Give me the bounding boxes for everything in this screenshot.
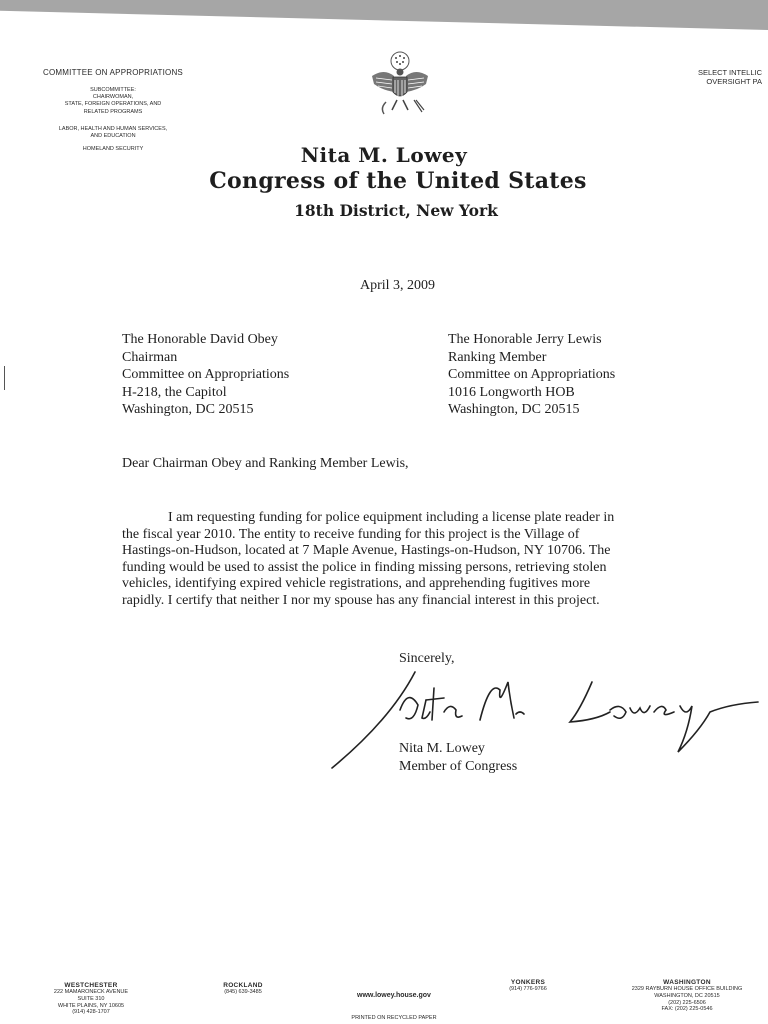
office-phone: (914) 428-1707	[72, 1009, 110, 1016]
office-phone: (845) 639-3485	[224, 989, 262, 995]
right-line-2: OVERSIGHT PA	[706, 77, 762, 86]
letterhead-name: Nita M. Lowey	[300, 143, 468, 167]
handwritten-signature	[330, 660, 760, 770]
subcommittee-1b: RELATED PROGRAMS	[83, 108, 143, 115]
recipient-obey	[122, 331, 289, 419]
letterhead-congress: Congress of the United States	[209, 168, 587, 194]
eagle-seal-icon	[364, 50, 436, 120]
recipient-committee: Committee on Appropriations	[122, 367, 290, 382]
office-name: WESTCHESTER	[64, 982, 118, 989]
subcommittee-3: HOMELAND SECURITY	[82, 146, 144, 153]
margin-mark	[4, 366, 5, 390]
recipient-room: H-218, the Capitol	[122, 384, 227, 400]
office-address-2: WASHINGTON, DC 20515	[654, 992, 720, 999]
subcommittee-2a: LABOR, HEALTH AND HUMAN SERVICES,	[58, 125, 168, 132]
office-address-1: 2329 RAYBURN HOUSE OFFICE BUILDING	[631, 986, 743, 992]
recipient-title: Chairman	[122, 349, 178, 365]
office-address-2: SUITE 310	[77, 995, 105, 1002]
scan-edge-shadow	[0, 0, 768, 30]
office-name: ROCKLAND	[223, 982, 263, 989]
office-address-1: 222 MAMARONECK AVENUE	[53, 989, 129, 995]
office-phone: (914) 776-9766	[509, 986, 547, 992]
recipient-lewis	[448, 331, 615, 419]
body-line: the fiscal year 2010. The entity to receive funding for this project is the Village of	[122, 526, 580, 542]
recipient-room: 1016 Longworth HOB	[448, 384, 575, 400]
office-fax: FAX: (202) 225-0546	[661, 1006, 713, 1013]
office-name: YONKERS	[510, 979, 546, 986]
footer-website[interactable]: www.lowey.house.gov	[357, 992, 431, 999]
chair-role: CHAIRWOMAN,	[92, 94, 134, 101]
committee-name: COMMITTEE ON APPROPRIATIONS	[43, 68, 183, 77]
office-phone: (202) 225-6506	[668, 999, 706, 1006]
subcommittee-2b: AND EDUCATION	[90, 133, 136, 140]
recipient-city: Washington, DC 20515	[122, 402, 254, 417]
letter-date: April 3, 2009	[360, 278, 436, 293]
signer-block	[399, 740, 517, 775]
signer-title: Member of Congress	[399, 758, 518, 774]
letterhead-right	[662, 68, 762, 86]
signer-name: Nita M. Lowey	[399, 741, 485, 756]
subcommittee-label: SUBCOMMITTEE:	[90, 87, 136, 93]
body-line: vehicles, identifying expired vehicle registrations, and apprehending fugitives more	[122, 576, 591, 592]
office-name: WASHINGTON	[663, 979, 711, 986]
footer-westchester	[36, 982, 146, 1016]
body-line: Hastings-on-Hudson, located at 7 Maple Avenue, Hastings-on-Hudson, NY 10706. The	[122, 543, 611, 559]
footer-yonkers	[488, 979, 568, 993]
recipient-name: The Honorable Jerry Lewis	[448, 332, 602, 347]
right-line-1: SELECT INTELLIC	[697, 68, 762, 77]
letterhead-committees	[22, 68, 204, 153]
recipient-committee: Committee on Appropriations	[448, 367, 616, 382]
office-address-3: WHITE PLAINS, NY 10605	[57, 1002, 125, 1009]
recipient-city: Washington, DC 20515	[448, 402, 580, 417]
body-line: funding would be used to assist the police in finding missing persons, retrieving stolen	[122, 559, 607, 575]
closing: Sincerely,	[399, 651, 455, 666]
body-line: rapidly. I certify that neither I nor my spouse has any financial interest in this project.	[122, 592, 600, 608]
recipient-name: The Honorable David Obey	[122, 332, 278, 347]
subcommittee-1a: STATE, FOREIGN OPERATIONS, AND	[64, 101, 162, 108]
body-paragraph	[122, 510, 670, 610]
footer-rockland	[198, 982, 288, 996]
recycled-paper-note: PRINTED ON RECYCLED PAPER	[351, 1015, 437, 1021]
footer-washington	[612, 979, 762, 1013]
body-line: I am requesting funding for police equipment including a license plate reader in	[168, 510, 615, 525]
salutation: Dear Chairman Obey and Ranking Member Lewis,	[122, 456, 409, 471]
letterhead-district: 18th District, New York	[294, 201, 498, 220]
recipient-title: Ranking Member	[448, 349, 547, 365]
